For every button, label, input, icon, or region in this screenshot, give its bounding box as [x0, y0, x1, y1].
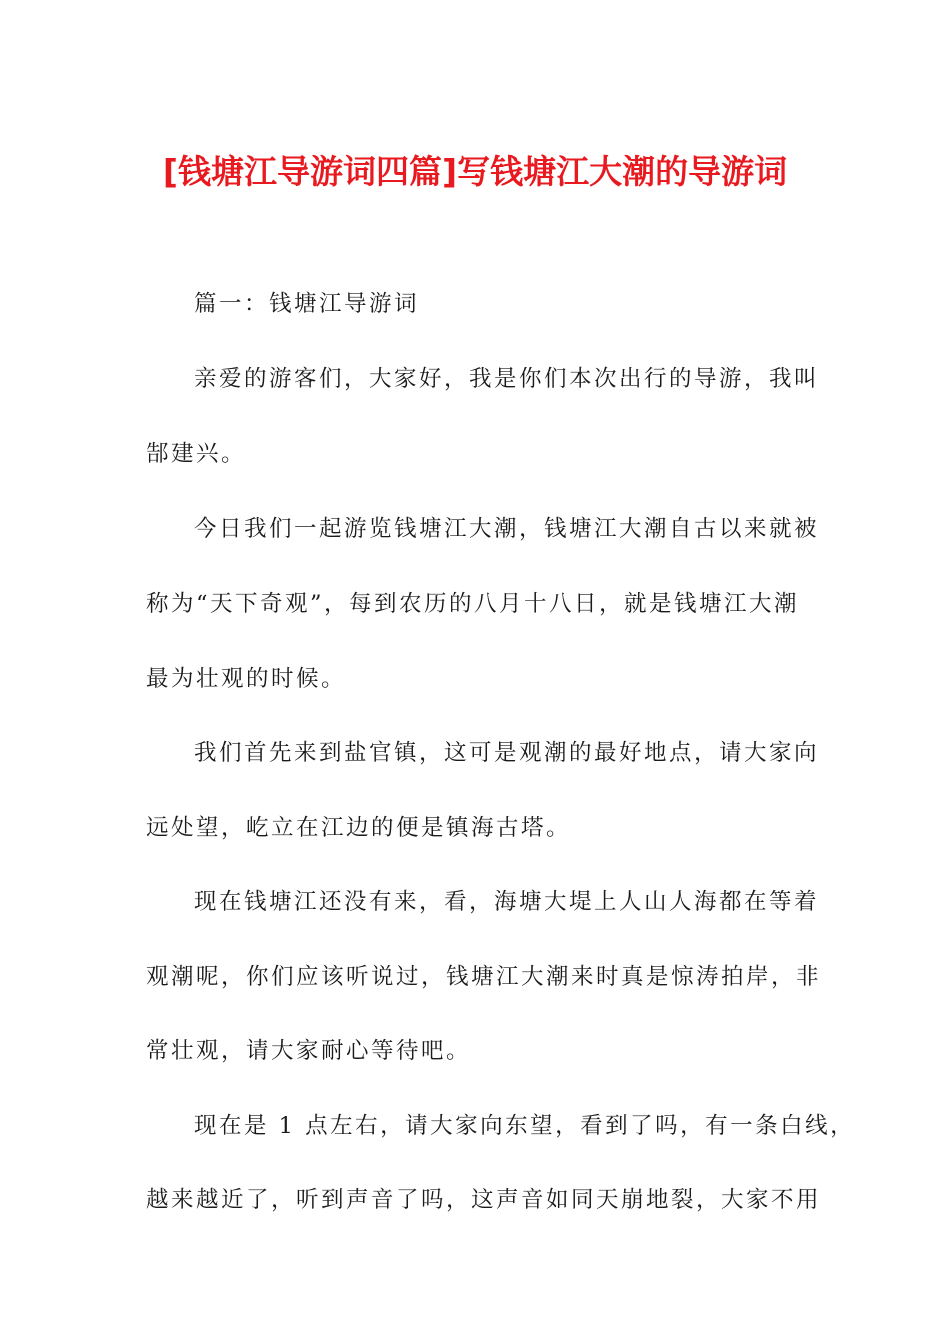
paragraph-line: 今日我们一起游览钱塘江大潮，钱塘江大潮自古以来就被 — [194, 516, 820, 542]
paragraph-line: 称为“天下奇观”，每到农历的八月十八日，就是钱塘江大潮 — [146, 591, 800, 617]
paragraph-line: 现在钱塘江还没有来，看，海塘大堤上人山人海都在等着 — [194, 889, 820, 915]
section-heading: 篇一：钱塘江导游词 — [194, 291, 420, 317]
paragraph-line: 郜建兴。 — [146, 441, 247, 467]
paragraph-line: 常壮观，请大家耐心等待吧。 — [146, 1038, 472, 1064]
paragraph-line: 最为壮观的时候。 — [146, 666, 347, 692]
paragraph-line: 远处望，屹立在江边的便是镇海古塔。 — [146, 815, 572, 841]
paragraph-line: 我们首先来到盐官镇，这可是观潮的最好地点，请大家向 — [194, 740, 820, 766]
paragraph-line: 亲爱的游客们，大家好，我是你们本次出行的导游，我叫 — [194, 366, 820, 392]
paragraph-line: 观潮呢，你们应该听说过，钱塘江大潮来时真是惊涛拍岸，非 — [146, 964, 822, 990]
document-title: [钱塘江导游词四篇]写钱塘江大潮的导游词 — [162, 152, 788, 191]
paragraph-line: 越来越近了，听到声音了吗，这声音如同天崩地裂，大家不用 — [146, 1187, 822, 1213]
paragraph-line: 现在是 1 点左右，请大家向东望，看到了吗，有一条白线， — [194, 1113, 856, 1139]
